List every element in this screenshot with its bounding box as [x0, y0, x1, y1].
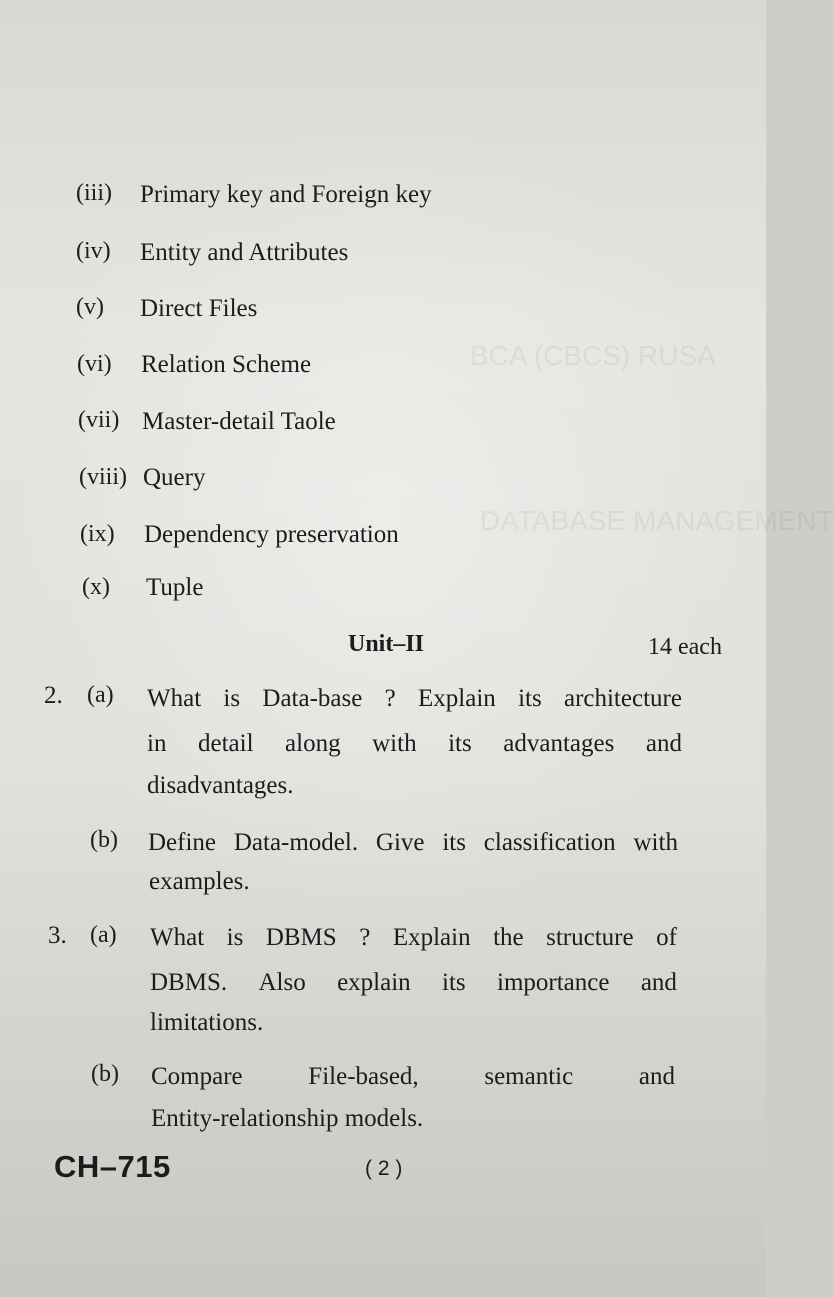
page-number: ( 2 ) [365, 1157, 403, 1180]
question-text-line: What is Data-base ? Explain its architecture [147, 685, 682, 712]
list-numeral: (vi) [77, 351, 112, 377]
list-item-text: Direct Files [140, 295, 258, 322]
list-item-text: Relation Scheme [141, 351, 312, 378]
list-numeral: (iv) [76, 238, 111, 264]
list-numeral: (x) [82, 574, 110, 600]
question-number: 2. [44, 682, 63, 709]
list-numeral: (ix) [80, 521, 115, 547]
list-item-text: Master-detail Taole [142, 408, 336, 435]
show-through-text: BCA (CBCS) RUSA [470, 340, 716, 371]
question-text-line: in detail along with its advantages and [147, 730, 682, 757]
question-text-line: examples. [149, 868, 250, 895]
question-part-label: (a) [87, 682, 114, 708]
question-part-label: (b) [90, 827, 118, 853]
question-text-line: DBMS. Also explain its importance and [150, 969, 677, 996]
unit-marks: 14 each [648, 634, 722, 660]
list-item-text: Entity and Attributes [140, 239, 349, 266]
question-part-label: (a) [90, 922, 117, 948]
paper-code: CH–715 [54, 1149, 171, 1184]
list-item-text: Query [143, 464, 206, 491]
list-item-text: Tuple [146, 574, 204, 601]
question-number: 3. [48, 922, 67, 949]
question-text-line: limitations. [150, 1009, 264, 1036]
show-through-text: DATABASE MANAGEMENT [480, 505, 834, 536]
list-item-text: Primary key and Foreign key [140, 181, 432, 208]
question-text-line: Entity-relationship models. [151, 1105, 424, 1132]
question-part-label: (b) [91, 1061, 119, 1087]
list-item-text: Dependency preservation [144, 521, 399, 548]
unit-title: Unit–II [348, 631, 425, 657]
question-text-line: disadvantages. [147, 772, 294, 799]
question-text-line: Define Data-model. Give its classification with [148, 829, 678, 856]
list-numeral: (vii) [78, 407, 120, 433]
question-text-line: What is DBMS ? Explain the structure of [150, 924, 677, 951]
list-numeral: (iii) [76, 180, 112, 206]
list-numeral: (v) [76, 294, 104, 320]
list-numeral: (viii) [79, 464, 127, 490]
question-text-line: Compare File-based, semantic and [151, 1063, 675, 1090]
